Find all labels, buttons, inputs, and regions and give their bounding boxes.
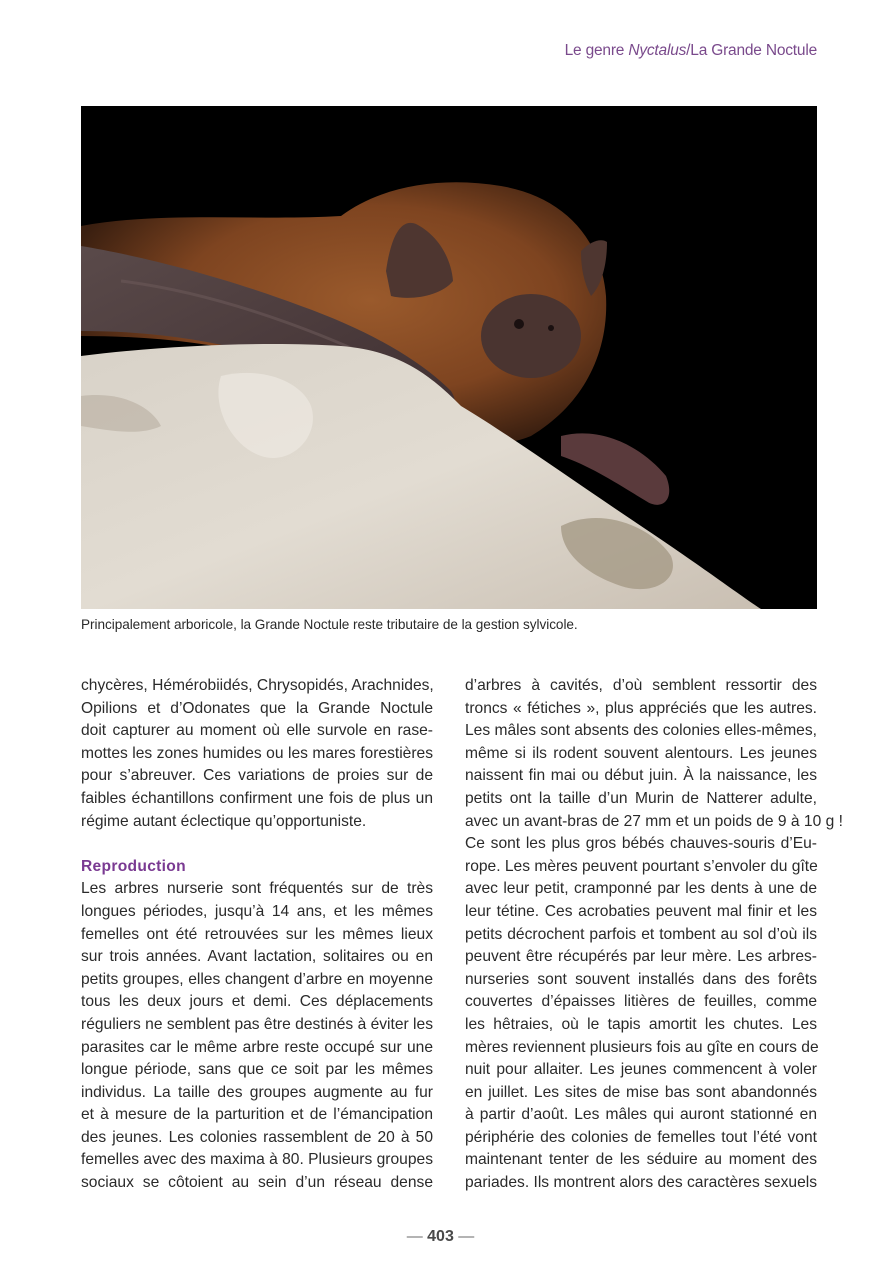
- running-head: [565, 42, 817, 60]
- body-line: Opilions et d’Odonates que la Grande Noctule: [81, 699, 433, 717]
- body-line: avec leur petit, cramponné par les dents à une de: [465, 880, 817, 898]
- body-line: les hêtraies, où le tapis amortit les chutes. Les: [465, 1015, 817, 1033]
- body-line: et à mesure de la parturition et de l’émancipation: [81, 1106, 433, 1124]
- body-line: mères reviennent plusieurs fois au gîte en cours de: [465, 1038, 819, 1056]
- body-line: tous les deux jours et demi. Ces déplacements: [81, 993, 433, 1011]
- body-line: mottes les zones humides ou les mares forestières: [81, 744, 433, 762]
- body-line: femelles avec des maxima à 80. Plusieurs groupes: [81, 1151, 433, 1169]
- bat-photo: [81, 106, 817, 609]
- body-line: même si ils rodent souvent alentours. Les jeunes: [465, 744, 817, 762]
- body-line: individus. La taille des groupes augmente au fur: [81, 1083, 433, 1101]
- folio-dash-right: —: [458, 1228, 475, 1245]
- body-line: Les arbres nurserie sont fréquentés sur de très: [81, 880, 433, 898]
- body-line: peuvent être récupérés par leur mère. Les arbres-: [465, 948, 817, 966]
- body-line: pour s’abreuver. Ces variations de proies sur de: [81, 767, 433, 785]
- body-line: couvertes d’épaisses litières de feuilles, comme: [465, 993, 817, 1011]
- body-line: rope. Les mères peuvent pourtant s’envoler du gîte: [465, 857, 818, 875]
- figure-caption: Principalement arboricole, la Grande Noctule reste tributaire de la gestion sylvicole.: [81, 617, 578, 632]
- body-line: à partir d’août. Les mâles qui auront stationné en: [465, 1106, 817, 1124]
- body-line: nuit pour allaiter. Les jeunes commencent à voler: [465, 1061, 817, 1079]
- body-line: Ce sont les plus gros bébés chauves-souris d’Eu-: [465, 835, 817, 853]
- body-line: femelles ont été retrouvées sur les mêmes lieux: [81, 925, 433, 943]
- section-heading-reproduction: Reproduction: [81, 857, 186, 875]
- body-line: parasites car le même arbre reste occupé sur une: [81, 1038, 433, 1056]
- folio-dash-left: —: [406, 1228, 423, 1245]
- body-line: chycères, Hémérobiidés, Chrysopidés, Arachnides,: [81, 677, 434, 694]
- left-column: [81, 675, 433, 1195]
- body-line: périphérie des colonies de femelles tout l’été vont: [465, 1128, 817, 1146]
- body-line: réguliers ne semblent pas être destinés à éviter les: [81, 1015, 433, 1033]
- page-number-footer: [0, 1228, 881, 1246]
- page-number: 403: [427, 1228, 454, 1245]
- body-line: Les mâles sont absents des colonies elles-mêmes,: [465, 722, 817, 740]
- body-line: petits groupes, elles changent d’arbre en moyenne: [81, 970, 433, 988]
- body-line: leur tétine. Ces acrobaties peuvent mal finir et les: [465, 902, 817, 920]
- body-line: des jeunes. Les colonies rassemblent de 20 à 50: [81, 1128, 433, 1146]
- body-line: pariades. Ils montrent alors des caractères sexuels: [465, 1174, 817, 1192]
- body-line: petits décrochent parfois et tombent au sol d’où ils: [465, 925, 817, 943]
- body-line: doit capturer au moment où elle survole en rase-: [81, 722, 433, 740]
- running-head-suffix: /La Grande Noctule: [686, 42, 817, 59]
- body-line: d’arbres à cavités, d’où semblent ressortir des: [465, 677, 817, 694]
- body-line: nurseries sont souvent installés dans des forêts: [465, 970, 817, 988]
- body-line: en juillet. Les sites de mise bas sont abandonnés: [465, 1083, 817, 1101]
- bat-illustration: [81, 106, 817, 609]
- body-line: sur trois années. Avant lactation, solitaires ou en: [81, 948, 433, 966]
- body-line: troncs « fétiches », plus appréciés que les autres.: [465, 699, 817, 717]
- body-line: petits ont la taille d’un Murin de Natterer adulte,: [465, 789, 817, 807]
- body-line: maintenant tenter de les séduire au moment des: [465, 1151, 817, 1169]
- running-head-genus: Nyctalus: [628, 42, 687, 59]
- body-line: sociaux se côtoient au sein d’un réseau dense: [81, 1174, 433, 1192]
- body-line: longue période, sans que ce soit par les mêmes: [81, 1061, 433, 1079]
- right-column: [465, 675, 843, 1195]
- body-line: régime autant éclectique qu’opportuniste.: [81, 812, 367, 830]
- running-head-prefix: Le genre: [564, 42, 629, 59]
- body-line: naissent fin mai ou début juin. À la naissance, les: [465, 767, 817, 785]
- body-line: avec un avant-bras de 27 mm et un poids de 9 à 10 g !: [465, 812, 843, 830]
- body-line: faibles échantillons confirment une fois de plus un: [81, 789, 433, 807]
- body-line: longues périodes, jusqu’à 14 ans, et les mêmes: [81, 902, 433, 920]
